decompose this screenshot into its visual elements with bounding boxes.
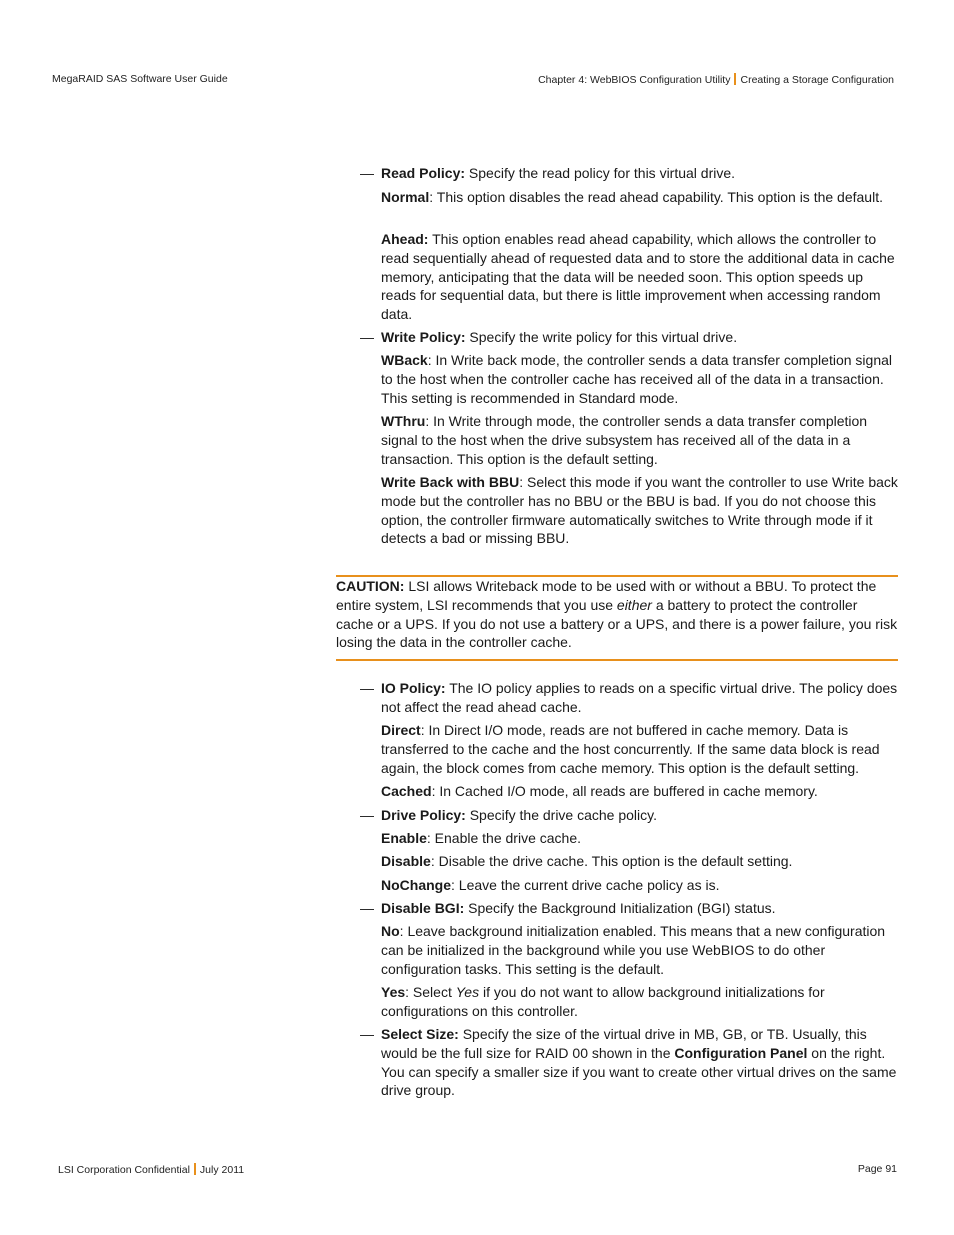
footer-divider [194,1163,196,1175]
term-nochange: NoChange [381,877,451,893]
option-nochange [381,876,900,895]
option-ahead [381,230,900,324]
term-select-size: Select Size: [381,1026,459,1042]
desc-read-policy: Specify the read policy for this virtual drive. [465,165,736,181]
desc-write-policy: Specify the write policy for this virtual drive. [465,329,738,345]
bullet-dash: — [360,680,374,696]
caution-text-a: LSI allows Writeback mode to be used with or without a BBU. To protect the entire system, LSI recommends that you use [336,578,877,613]
desc-no: : Leave background initialization enabled. This means that a new configuration can be initialized in the background while you use WebBIOS to do other configuration tasks. This setting is the default. [381,923,886,977]
desc-direct: : In Direct I/O mode, reads are not buffered in cache memory. Data is transferred to the cache and the host concurrently. If the same data block is read again, the block comes from cache memory. This option is the default setting. [381,722,880,776]
option-yes [381,983,900,1021]
desc-wthru: : In Write through mode, the controller sends a data transfer completion signal to the host when the drive subsystem has received all of the data in a transaction. This option is the default setting. [381,413,868,467]
running-header-title: MegaRAID SAS Software User Guide [52,73,228,85]
term-disable-bgi: Disable BGI: [381,900,465,916]
desc-yes-em: Yes [455,984,480,1000]
list-item-read-policy [360,164,900,183]
option-cached [381,782,900,801]
term-drive-policy: Drive Policy: [381,807,466,823]
list-item-disable-bgi [360,899,900,918]
term-write-back-bbu: Write Back with BBU [381,474,520,490]
caution-label: CAUTION: [336,578,405,594]
desc-disable: : Disable the drive cache. This option is the default setting. [430,853,793,869]
desc-ahead: This option enables read ahead capability, which allows the controller to read sequentially ahead of requested data and to store the additional data in cache memory, anticipating that the data will be needed soon. This option speeds up reads for sequential data, but there is little improvement when accessing random data. [381,231,895,323]
desc-cached: : In Cached I/O mode, all reads are buffered in cache memory. [431,783,818,799]
term-wthru: WThru [381,413,426,429]
option-normal [381,188,900,207]
header-divider [734,73,736,85]
desc-disable-bgi: Specify the Background Initialization (BGI) status. [464,900,776,916]
desc-select-size-a: Specify the size of the virtual drive in MB, GB, or TB. Usually, this would be the full size for RAID 00 shown in the [381,1026,867,1061]
option-disable [381,852,900,871]
desc-normal: : This option disables the read ahead capability. This option is the default. [429,189,883,205]
term-direct: Direct [381,722,421,738]
term-ahead: Ahead: [381,231,429,247]
term-no: No [381,923,400,939]
option-enable [381,829,900,848]
desc-write-back-bbu: : Select this mode if you want the controller to use Write back mode but the controller has no BBU or the BBU is bad. If you do not choose this option, the controller firmware automatically switches to Write through mode if it detects a bad or missing BBU. [381,474,898,547]
header-chapter: Chapter 4: WebBIOS Configuration Utility [538,74,731,86]
desc-yes-b: if you do not want to allow background initializations for configurations on this controller. [381,984,825,1019]
list-item-drive-policy [360,806,900,825]
list-item-io-policy [360,679,900,717]
bullet-dash: — [360,1026,374,1042]
desc-drive-policy: Specify the drive cache policy. [465,807,657,823]
term-normal: Normal [381,189,430,205]
footer-left [58,1163,244,1176]
term-configuration-panel: Configuration Panel [674,1044,808,1061]
caution-note [336,575,898,661]
footer-date: July 2011 [199,1164,245,1176]
bullet-dash: — [360,165,374,181]
running-header-chapter [538,73,894,86]
option-wthru [381,412,900,468]
term-disable: Disable [381,853,431,869]
desc-select-size-b: on the right. You can specify a smaller size if you want to create other virtual drives on the same drive group. [381,1044,897,1099]
caution-emphasis: either [616,596,652,613]
desc-io-policy: The IO policy applies to reads on a specific virtual drive. The policy does not affect the read ahead cache. [381,680,898,715]
option-write-back-bbu [381,473,900,548]
bullet-dash: — [360,329,374,345]
desc-enable: : Enable the drive cache. [426,830,582,846]
footer-company: LSI Corporation Confidential [58,1164,190,1176]
term-io-policy: IO Policy: [381,680,446,696]
desc-yes-a: : Select [405,984,456,1000]
term-read-policy: Read Policy: [381,165,466,181]
term-wback: WBack [381,352,428,368]
bullet-dash: — [360,807,374,823]
term-write-policy: Write Policy: [381,329,466,345]
term-yes: Yes [381,984,406,1000]
header-section: Creating a Storage Configuration [740,74,894,86]
bullet-dash: — [360,900,374,916]
option-direct [381,721,900,777]
list-item-select-size [360,1025,900,1100]
option-wback [381,351,900,407]
page-number: Page 91 [857,1163,897,1175]
option-no [381,922,900,978]
desc-nochange: : Leave the current drive cache policy as is. [451,877,720,893]
desc-wback: : In Write back mode, the controller sends a data transfer completion signal to the host when the controller cache has received all of the data in a transaction. This setting is recommended in Standard mode. [381,352,892,406]
caution-text-b: a battery to protect the controller cache or a UPS. If you do not use a battery or a UPS, and there is a power failure, you risk losing the data in the controller cache. [336,596,898,651]
list-item-write-policy [360,328,900,347]
term-enable: Enable [381,830,427,846]
term-cached: Cached [381,783,432,799]
